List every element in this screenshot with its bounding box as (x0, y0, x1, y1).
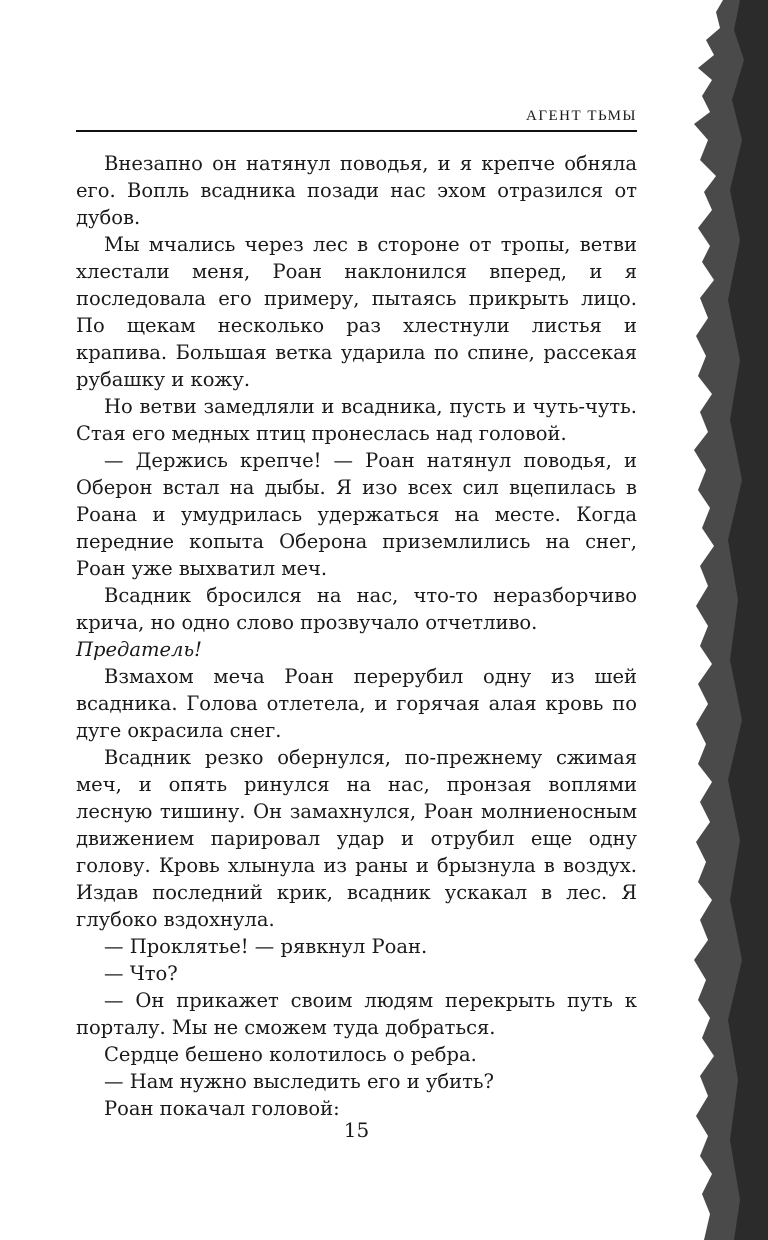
paragraph: Внезапно он натянул поводья, и я крепче обняла его. Вопль всадника позади нас эхом отразился от дубов. (76, 152, 637, 229)
paragraph: — Он прикажет своим людям перекрыть путь к порталу. Мы не сможем туда добраться. (76, 989, 637, 1039)
running-head (76, 100, 637, 132)
paragraph: Но ветви замедляли и всадника, пусть и чуть-чуть. Стая его медных птиц пронеслась над головой. (76, 395, 637, 445)
paragraph: — Что? (104, 962, 178, 985)
paragraph: — Держись крепче! — Роан натянул поводья, и Оберон встал на дыбы. Я изо всех сил вцепилась в Роана и умудрилась удержаться на месте. Когда передние копыта Оберона приземлились на снег, Роан уже выхватил меч. (76, 449, 637, 580)
page-number: 15 (343, 1118, 370, 1142)
paragraph: Всадник резко обернулся, по-прежнему сжимая меч, и опять ринулся на нас, пронзая воплями лесную тишину. Он замахнулся, Роан молниеносным движением парировал удар и отрубил еще одну голову. Кровь хлынула из раны и брызнула в воздух. Издав последний крик, всадник ускакал в лес. Я глубоко вздохнула. (76, 746, 637, 931)
page-body (76, 150, 637, 1122)
paragraph: Взмахом меча Роан перерубил одну из шей всадника. Голова отлетела, и горячая алая кровь по дуге окрасила снег. (76, 665, 637, 742)
paragraph: — Проклятье! — рявкнул Роан. (104, 935, 428, 958)
paragraph: Роан покачал головой: (104, 1097, 340, 1120)
paragraph: Всадник бросился на нас, что-то неразборчиво крича, но одно слово прозвучало отчетливо. (76, 584, 637, 634)
ink-brush-edge-decoration (628, 0, 768, 1240)
running-title: АГЕНТ ТЬМЫ (525, 108, 637, 124)
paragraph: Мы мчались через лес в стороне от тропы, ветви хлестали меня, Роан наклонился вперед, и я последовала его примеру, пытаясь прикрыть лицо. По щекам несколько раз хлестнули листья и крапива. Большая ветка ударила по спине, рассекая рубашку и кожу. (76, 233, 637, 391)
paragraph-italic: Предатель! (76, 638, 202, 661)
paragraph: — Нам нужно выследить его и убить? (104, 1070, 494, 1093)
paragraph: Сердце бешено колотилось о ребра. (104, 1043, 477, 1066)
